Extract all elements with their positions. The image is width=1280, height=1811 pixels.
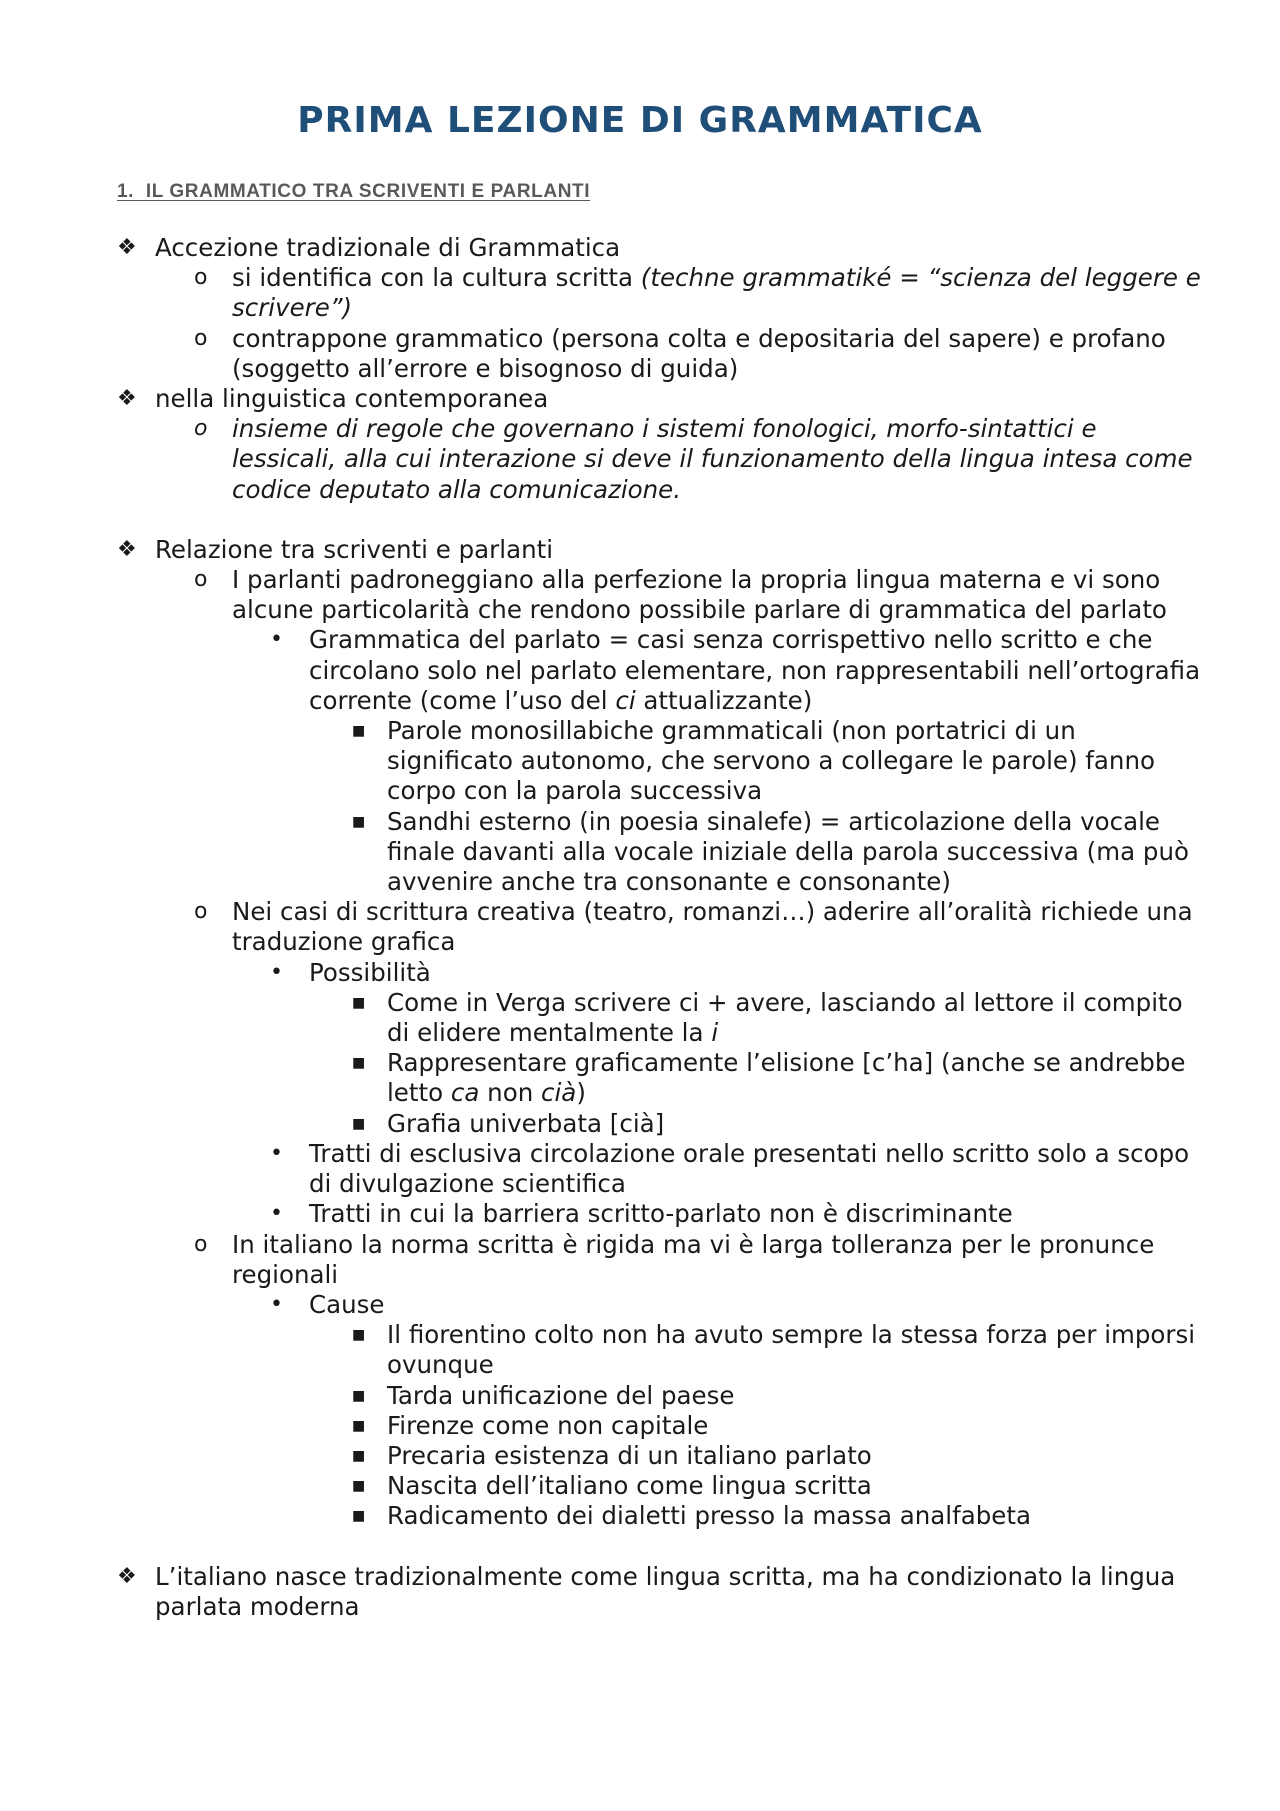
dot-bullet-icon: • [270, 627, 283, 653]
diamond-bullet-icon: ❖ [117, 1563, 137, 1589]
circle-bullet-icon: o [194, 325, 208, 351]
list-item: ■ Nascita dell’italiano come lingua scritta [352, 1471, 872, 1501]
circle-bullet-icon: o [194, 1231, 208, 1257]
square-bullet-icon: ■ [352, 1327, 366, 1344]
section-number: 1. [117, 181, 135, 202]
list-item: • Cause [270, 1289, 385, 1319]
circle-bullet-icon: o [194, 567, 208, 593]
list-item: ■ Il fiorentino colto non ha avuto sempre la stessa forza per imporsi ovunque [352, 1320, 1196, 1380]
list-item: o contrappone grammatico (persona colta e depositaria del sapere) e profano (soggetto all’errore e bisognoso di guida) [194, 323, 1166, 383]
circle-bullet-icon: o [194, 265, 208, 291]
list-item: ❖ L’italiano nasce tradizionalmente come lingua scritta, ma ha condizionato la lingua parlata moderna [117, 1561, 1176, 1621]
spacer [0, 505, 1280, 535]
list-item: o Nei casi di scrittura creativa (teatro, romanzi…) aderire all’oralità richiede una traduzione grafica [194, 897, 1193, 957]
list-item: • Possibilità [270, 957, 431, 987]
dot-bullet-icon: • [270, 1291, 283, 1317]
diamond-bullet-icon: ❖ [117, 536, 137, 562]
list-item: o insieme di regole che governano i sistemi fonologici, morfo-sintattici e lessicali, alla cui interazione si deve il funzionamento della lingua intesa come codice deputato alla comunicazione. [194, 414, 1193, 504]
square-bullet-icon: ■ [352, 1508, 366, 1525]
section-heading [117, 181, 590, 203]
circle-bullet-icon: o [194, 416, 208, 442]
circle-bullet-icon: o [194, 899, 208, 925]
square-bullet-icon: ■ [352, 1055, 366, 1072]
dot-bullet-icon: • [270, 959, 283, 985]
list-item: o I parlanti padroneggiano alla perfezione la propria lingua materna e vi sono alcune particolarità che rendono possibile parlare di grammatica del parlato [194, 565, 1167, 625]
square-bullet-icon: ■ [352, 813, 366, 830]
list-item: ■ Tarda unificazione del paese [352, 1380, 735, 1410]
square-bullet-icon: ■ [352, 1387, 366, 1404]
square-bullet-icon: ■ [352, 994, 366, 1011]
notes-list [0, 233, 1280, 1622]
spacer [0, 1532, 1280, 1562]
list-item: o In italiano la norma scritta è rigida ma vi è larga tolleranza per le pronunce regionali [194, 1229, 1155, 1289]
list-item: • Grammatica del parlato = casi senza corrispettivo nello scritto e che circolano solo nel parlato elementare, non rappresentabili nell’ortografia corrente (come l’uso del ci attualizzante) [270, 625, 1201, 715]
square-bullet-icon: ■ [352, 1478, 366, 1495]
list-item: ■ Grafia univerbata [cià] [352, 1108, 665, 1138]
page-title: PRIMA LEZIONE DI GRAMMATICA [297, 100, 983, 141]
list-item: • Tratti di esclusiva circolazione orale presentati nello scritto solo a scopo di divulgazione scientifica [270, 1138, 1190, 1199]
square-bullet-icon: ■ [352, 723, 366, 740]
list-item: o si identifica con la cultura scritta (techne grammatiké = “scienza del leggere e scrivere”) [194, 263, 1201, 323]
square-bullet-icon: ■ [352, 1417, 366, 1434]
list-item: ■ Rappresentare graficamente l’elisione [c’ha] (anche se andrebbe letto ca non cià) [352, 1048, 1186, 1108]
dot-bullet-icon: • [270, 1201, 283, 1227]
list-item: ■ Precaria esistenza di un italiano parlato [352, 1440, 872, 1470]
list-item: ■ Firenze come non capitale [352, 1410, 709, 1440]
list-item: ■ Sandhi esterno (in poesia sinalefe) = articolazione della vocale finale davanti alla vocale iniziale della parola successiva (ma può avvenire anche tra consonante e consonante) [352, 806, 1189, 897]
list-item: ❖ Relazione tra scriventi e parlanti [117, 534, 554, 564]
section-title: IL GRAMMATICO TRA SCRIVENTI E PARLANTI [145, 181, 591, 202]
list-item: ■ Parole monosillabiche grammaticali (non portatrici di un significato autonomo, che servono a collegare le parole) fanno corpo con la parola successiva [352, 716, 1155, 806]
square-bullet-icon: ■ [352, 1447, 366, 1464]
list-item: ❖ Accezione tradizionale di Grammatica [117, 233, 621, 262]
list-item: ■ Come in Verga scrivere ci + avere, lasciando al lettore il compito di elidere mentalmente la i [352, 987, 1183, 1048]
diamond-bullet-icon: ❖ [117, 386, 137, 412]
square-bullet-icon: ■ [352, 1115, 366, 1132]
list-item: ■ Radicamento dei dialetti presso la massa analfabeta [352, 1501, 1031, 1531]
list-item: • Tratti in cui la barriera scritto-parlato non è discriminante [270, 1199, 1013, 1229]
dot-bullet-icon: • [270, 1140, 283, 1166]
diamond-bullet-icon: ❖ [117, 235, 137, 260]
list-item: ❖ nella linguistica contemporanea [117, 384, 549, 414]
